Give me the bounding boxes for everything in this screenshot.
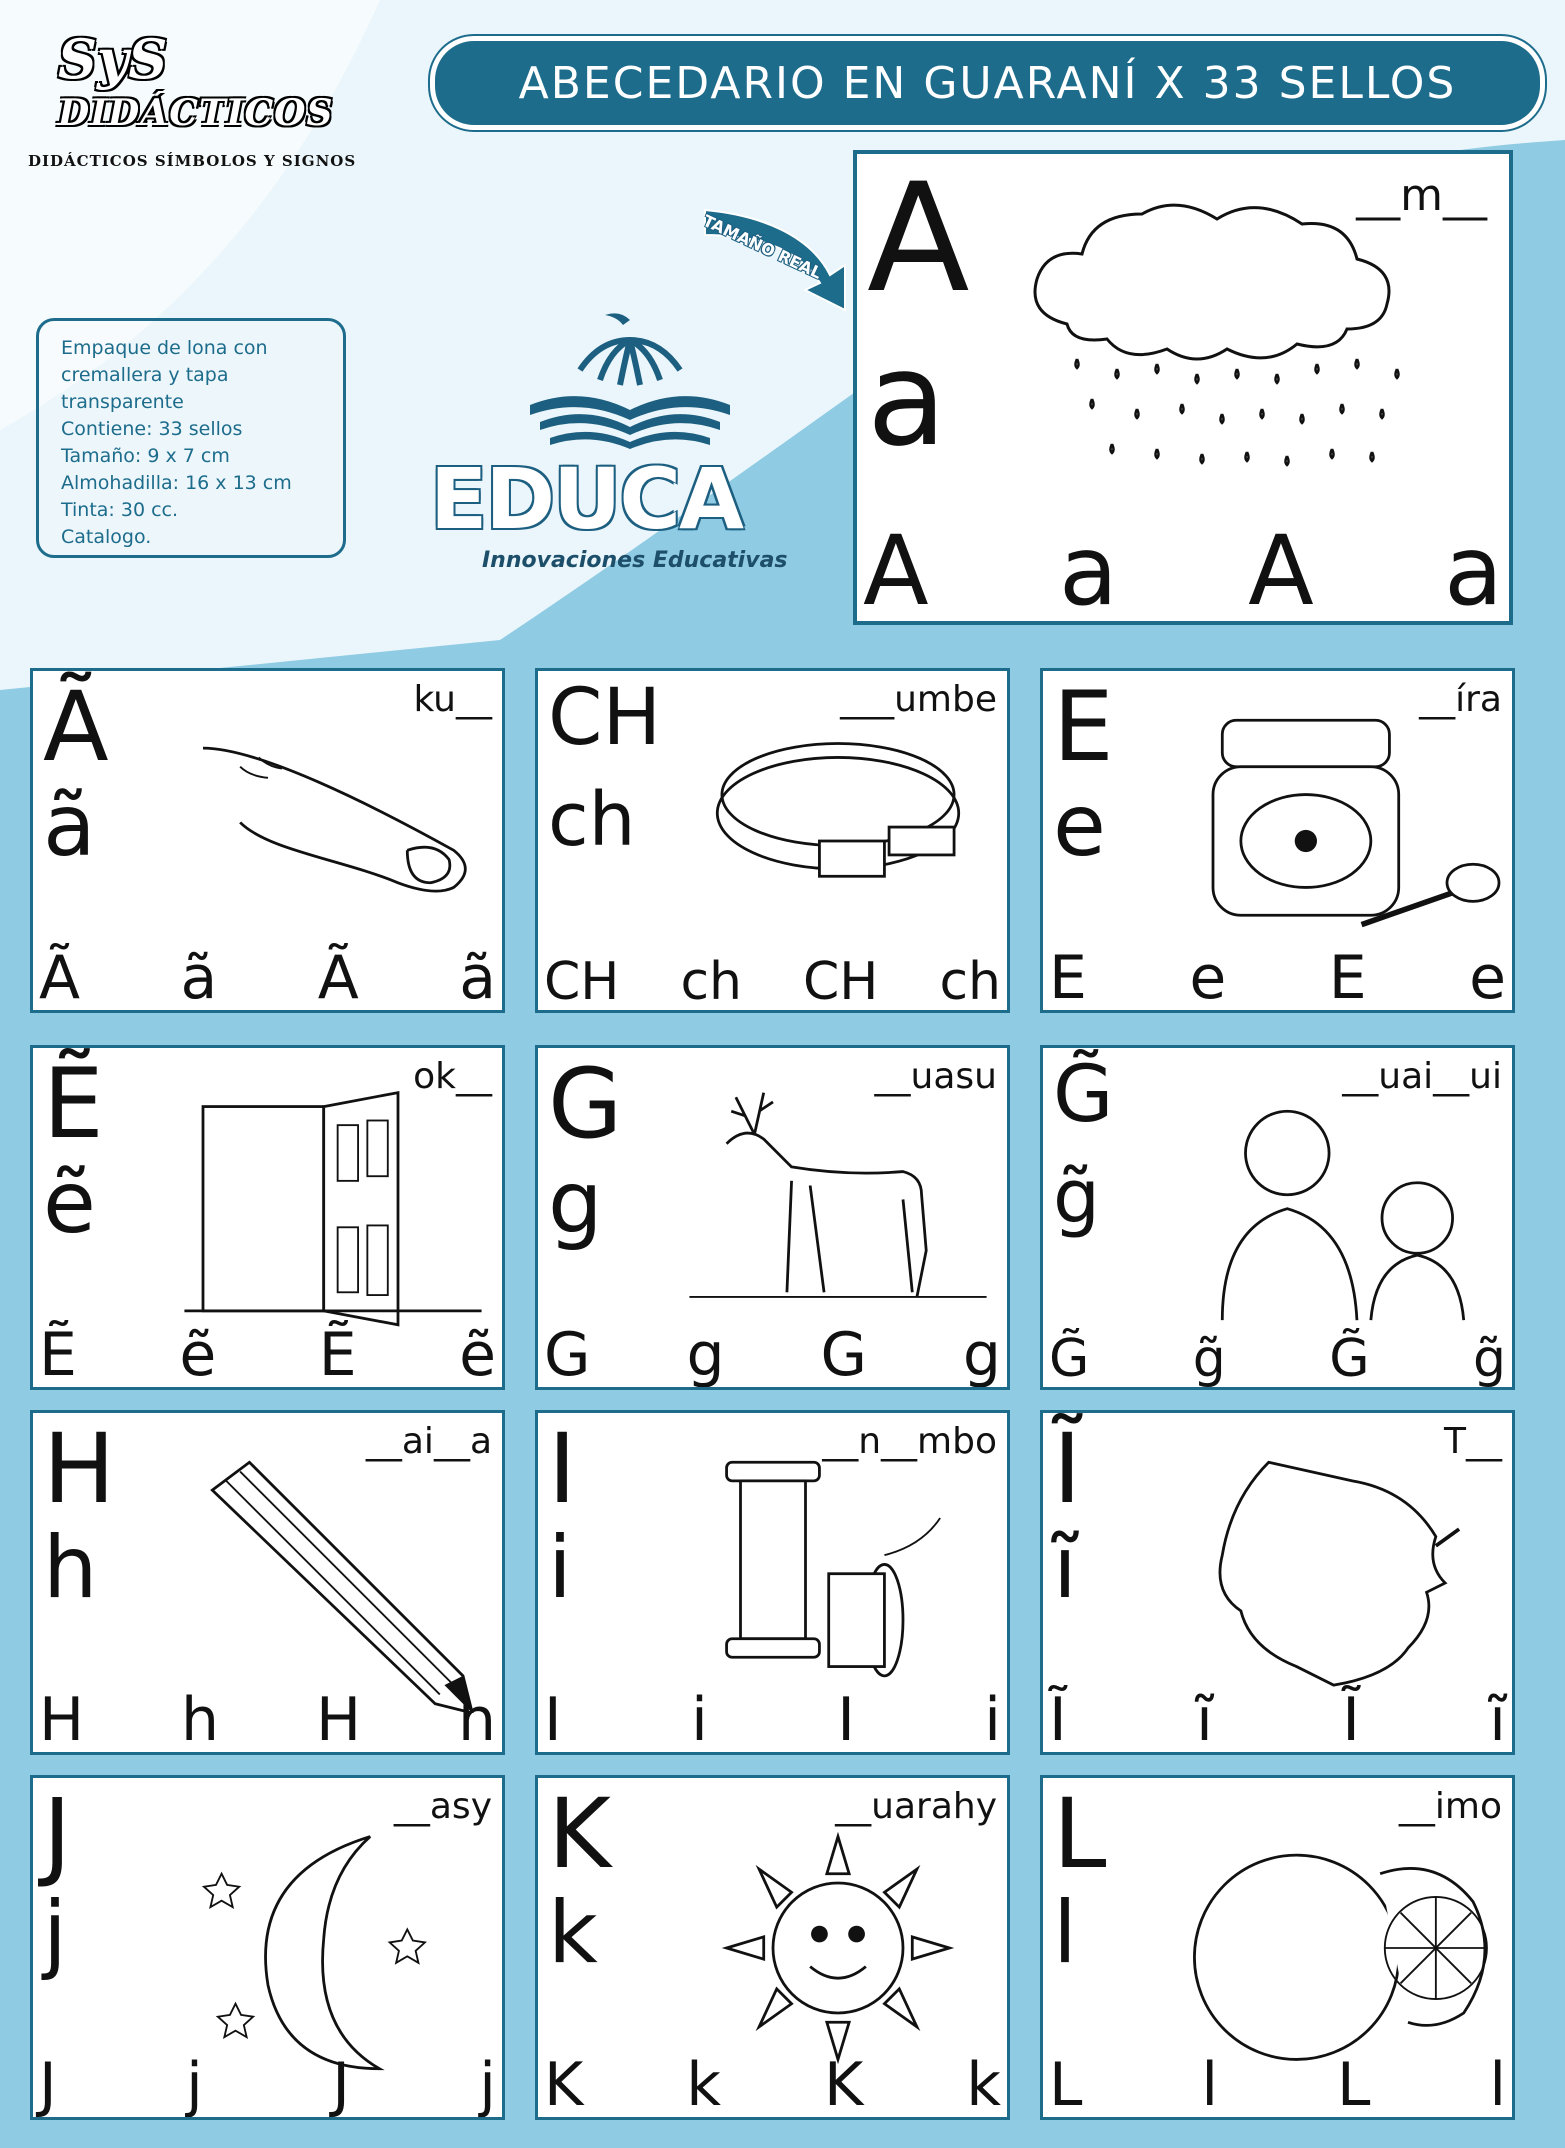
row-letter: ẽ xyxy=(459,1320,496,1390)
card-letter-row xyxy=(39,2050,496,2120)
row-letter: i xyxy=(691,1685,708,1755)
orange-fruit-icon xyxy=(1183,1818,1503,2078)
moon-icon xyxy=(173,1818,493,2078)
honey-jar-icon xyxy=(1183,711,1503,971)
row-letter: ch xyxy=(939,952,1001,1012)
pencil-icon xyxy=(173,1453,493,1713)
finger-icon xyxy=(173,711,493,971)
door-icon xyxy=(173,1088,493,1348)
stamp-card-k xyxy=(535,1775,1010,2120)
card-uppercase: I xyxy=(548,1413,577,1525)
row-letter: j xyxy=(479,2050,496,2120)
card-uppercase: CH xyxy=(548,673,662,763)
card-letter-row xyxy=(544,1320,1001,1390)
info-line: Tamaño: 9 x 7 cm xyxy=(61,445,230,467)
row-letter: i xyxy=(984,1685,1001,1755)
card-syllable: ku__ xyxy=(413,679,492,720)
row-letter: Ĩ xyxy=(1049,1685,1067,1755)
row-letter: I xyxy=(544,1685,562,1755)
row-letter: k xyxy=(966,2050,1001,2120)
educa-logo xyxy=(420,300,820,573)
row-letter: Ẽ xyxy=(39,1320,77,1390)
row-letter: A xyxy=(1248,515,1314,625)
card-lowercase: ã xyxy=(43,776,96,876)
stamp-card-a xyxy=(853,150,1513,625)
row-letter: CH xyxy=(803,952,879,1012)
card-lowercase: j xyxy=(43,1883,67,1983)
row-letter: ch xyxy=(680,952,742,1012)
row-letter: A xyxy=(863,515,929,625)
row-letter: ĩ xyxy=(1489,1685,1506,1755)
stamp-card-g-tilde xyxy=(1040,1045,1515,1390)
real-size-label: TAMAÑO REAL xyxy=(699,211,825,283)
card-uppercase: Ĩ xyxy=(1053,1413,1082,1525)
row-letter: a xyxy=(1059,515,1118,625)
thread-spool-icon xyxy=(678,1453,998,1713)
card-uppercase: J xyxy=(43,1778,72,1890)
card-letter-row xyxy=(544,2050,1001,2120)
stamp-card-i xyxy=(535,1410,1010,1755)
card-syllable: __asy xyxy=(393,1786,492,1827)
stamp-card-i-tilde xyxy=(1040,1410,1515,1755)
row-letter: ĩ xyxy=(1196,1685,1213,1755)
row-letter: g xyxy=(686,1320,725,1390)
mother-and-child-icon xyxy=(1183,1088,1503,1348)
row-letter: L xyxy=(1336,2050,1371,2120)
card-syllable: __uarahy xyxy=(835,1786,997,1827)
row-letter: G̃ xyxy=(1329,1329,1370,1389)
card-lowercase: l xyxy=(1053,1883,1077,1983)
row-letter: g̃ xyxy=(1192,1329,1226,1389)
card-syllable: T__ xyxy=(1444,1421,1502,1462)
card-letter-row xyxy=(1049,1685,1506,1755)
info-line: cremallera y tapa xyxy=(61,364,229,386)
card-lowercase: g xyxy=(548,1153,603,1253)
card-syllable: __uasu xyxy=(874,1056,997,1097)
stamp-card-a-tilde xyxy=(30,668,505,1013)
row-letter: E xyxy=(1328,943,1367,1013)
row-letter: g̃ xyxy=(1472,1329,1506,1389)
card-syllable: __n__mbo xyxy=(822,1421,997,1462)
educa-wordmark: EDUCA xyxy=(430,450,742,548)
educa-tagline: Innovaciones Educativas xyxy=(482,548,788,573)
card-letter-row xyxy=(39,1320,496,1390)
deer-icon xyxy=(678,1088,998,1348)
info-line: transparente xyxy=(61,391,184,413)
row-letter: L xyxy=(1049,2050,1083,2120)
card-uppercase: A xyxy=(867,152,970,326)
open-book-icon xyxy=(520,300,740,460)
card-syllable: __íra xyxy=(1419,679,1502,720)
real-size-badge xyxy=(700,195,860,315)
card-syllable: ___umbe xyxy=(840,679,997,720)
row-letter: ã xyxy=(459,943,496,1013)
row-letter: ẽ xyxy=(179,1320,217,1390)
card-letter-row xyxy=(39,943,496,1013)
card-lowercase: g̃ xyxy=(1053,1154,1100,1240)
card-uppercase: K xyxy=(548,1778,611,1890)
stamp-card-h xyxy=(30,1410,505,1755)
card-lowercase: i xyxy=(548,1518,572,1618)
row-letter: a xyxy=(1444,515,1503,625)
row-letter: J xyxy=(39,2050,57,2120)
row-letter: e xyxy=(1469,943,1506,1013)
info-line: Tinta: 30 cc. xyxy=(61,499,179,521)
card-syllable: ok__ xyxy=(413,1056,492,1097)
page-title: ABECEDARIO EN GUARANÍ X 33 SELLOS xyxy=(518,57,1457,109)
card-lowercase: k xyxy=(548,1883,598,1983)
card-syllable: __imo xyxy=(1398,1786,1502,1827)
card-syllable: __m__ xyxy=(1356,170,1487,221)
row-letter: G̃ xyxy=(1049,1329,1090,1389)
row-letter: h xyxy=(181,1685,220,1755)
row-letter: CH xyxy=(544,952,620,1012)
row-letter: l xyxy=(1201,2050,1219,2120)
row-letter: G xyxy=(544,1320,591,1390)
card-letter-row xyxy=(544,1685,1001,1755)
row-letter: H xyxy=(315,1685,362,1755)
card-lowercase: a xyxy=(867,323,947,475)
info-line: Contiene: 33 sellos xyxy=(61,418,243,440)
row-letter: Ĩ xyxy=(1342,1685,1360,1755)
card-lowercase: h xyxy=(43,1518,98,1618)
sun-icon xyxy=(678,1818,998,2078)
row-letter: e xyxy=(1189,943,1227,1013)
row-letter: Ã xyxy=(317,943,359,1013)
card-syllable: __uai__ui xyxy=(1342,1056,1502,1097)
card-letter-row xyxy=(544,952,1001,1012)
row-letter: J xyxy=(332,2050,350,2120)
info-line: Catalogo. xyxy=(61,526,152,548)
row-letter: E xyxy=(1049,943,1087,1013)
card-uppercase: E xyxy=(1053,671,1114,783)
card-syllable: __ai__a xyxy=(365,1421,492,1462)
info-line: Almohadilla: 16 x 13 cm xyxy=(61,472,292,494)
row-letter: Ẽ xyxy=(318,1320,357,1390)
stamp-card-l xyxy=(1040,1775,1515,2120)
card-lowercase: e xyxy=(1053,776,1106,876)
card-lowercase: ch xyxy=(548,777,636,863)
brand-name: SyS xyxy=(58,27,168,91)
page-title-banner xyxy=(430,36,1545,130)
card-letter-row xyxy=(39,1685,496,1755)
row-letter: h xyxy=(457,1685,496,1755)
row-letter: ã xyxy=(180,943,218,1013)
rain-cloud-icon xyxy=(1017,184,1457,484)
row-letter: g xyxy=(962,1320,1001,1390)
row-letter: H xyxy=(39,1685,85,1755)
row-letter: Ã xyxy=(39,943,81,1013)
row-letter: j xyxy=(186,2050,203,2120)
brand-logo xyxy=(28,22,388,182)
stamp-card-e xyxy=(1040,668,1515,1013)
row-letter: l xyxy=(1489,2050,1506,2120)
brand-tagline: DIDÁCTICOS SÍMBOLOS Y SIGNOS xyxy=(28,152,357,170)
stamp-card-e-tilde xyxy=(30,1045,505,1390)
stamp-card-j xyxy=(30,1775,505,2120)
info-line: Empaque de lona con xyxy=(61,337,268,359)
card-uppercase: Ã xyxy=(43,671,109,783)
card-letter-row xyxy=(1049,1329,1506,1389)
belt-icon xyxy=(678,711,998,971)
card-uppercase: G xyxy=(548,1048,623,1160)
row-letter: K xyxy=(544,2050,584,2120)
card-letter-row xyxy=(1049,943,1506,1013)
card-uppercase: H xyxy=(43,1413,116,1525)
card-uppercase: G̃ xyxy=(1053,1050,1114,1140)
row-letter: G xyxy=(820,1320,867,1390)
card-letter-row xyxy=(863,515,1503,625)
row-letter: K xyxy=(823,2050,864,2120)
card-lowercase: ĩ xyxy=(1053,1518,1077,1618)
nose-profile-icon xyxy=(1183,1453,1503,1713)
card-lowercase: ẽ xyxy=(43,1153,96,1253)
row-letter: k xyxy=(686,2050,722,2120)
product-info-box xyxy=(36,318,346,558)
card-uppercase: L xyxy=(1053,1778,1107,1890)
card-letter-row xyxy=(1049,2050,1506,2120)
row-letter: I xyxy=(837,1685,855,1755)
stamp-card-ch xyxy=(535,668,1010,1013)
brand-subname: DIDÁCTICOS xyxy=(58,92,334,134)
card-uppercase: Ẽ xyxy=(43,1048,104,1160)
stamp-card-g xyxy=(535,1045,1010,1390)
